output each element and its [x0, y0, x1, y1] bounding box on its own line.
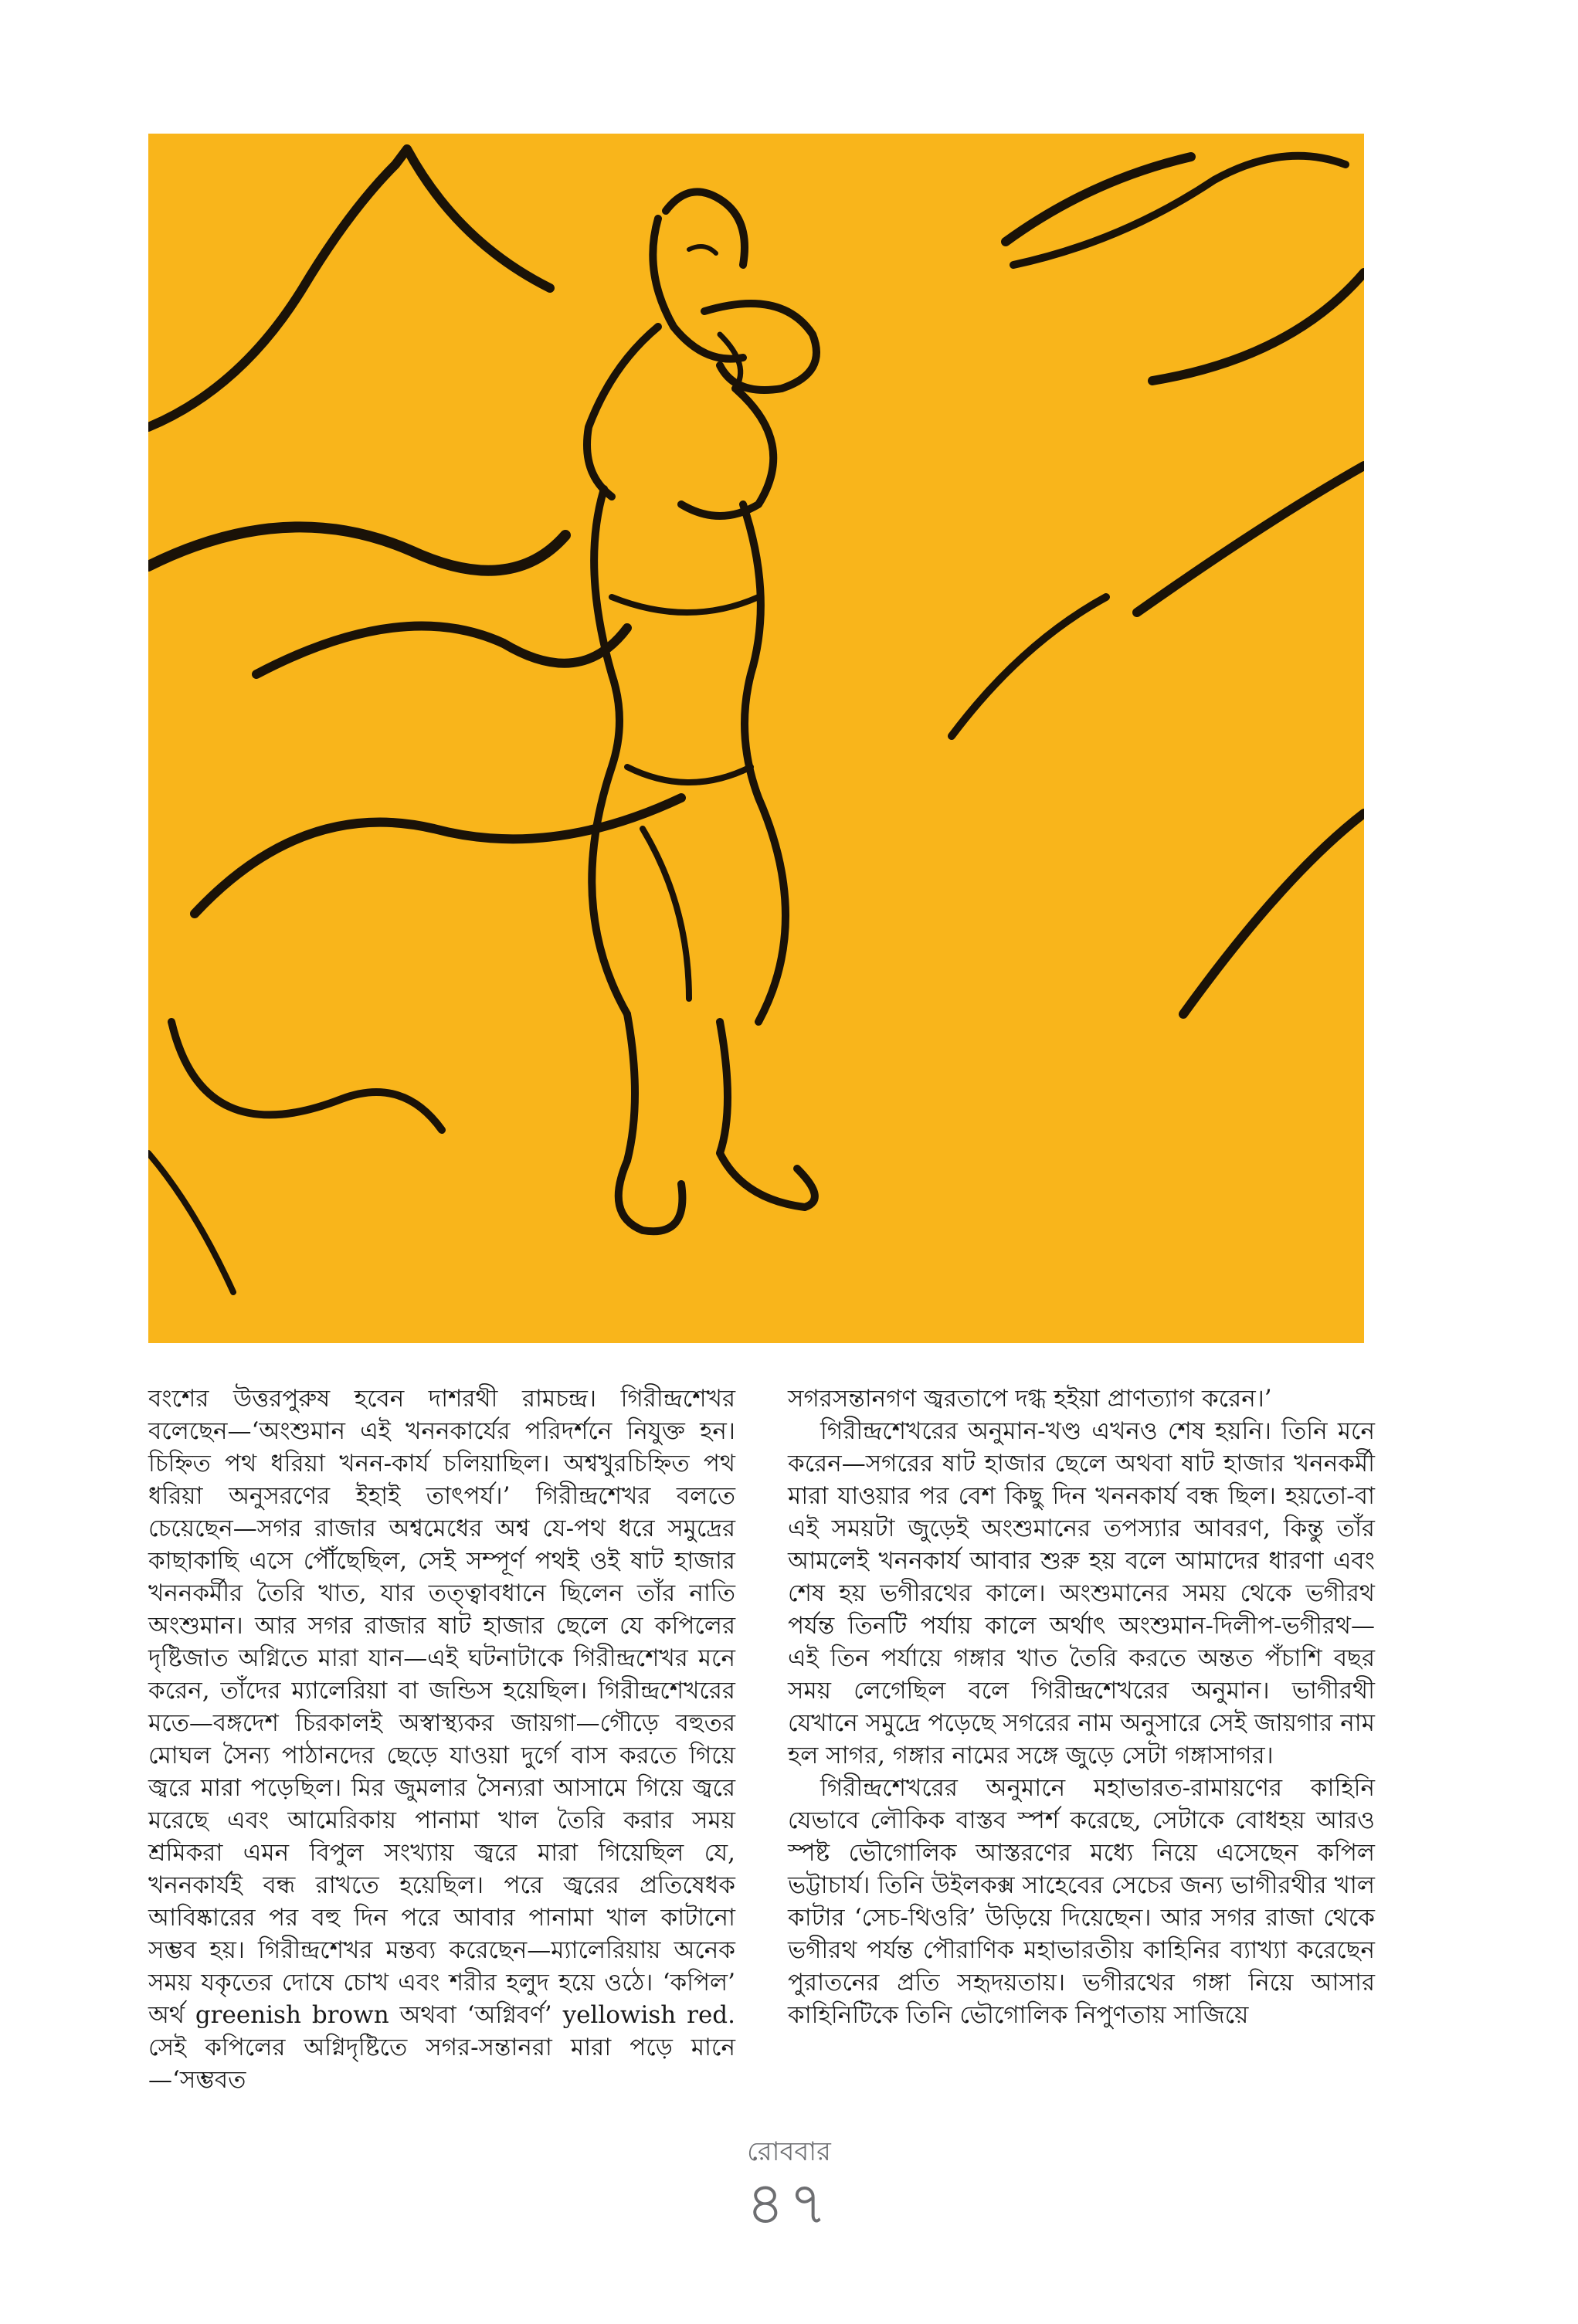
page-number: ৪৭	[746, 2169, 832, 2237]
article-column-right	[788, 1383, 1375, 2031]
illustration-background	[148, 134, 1364, 1343]
article-paragraph: গিরীন্দ্রশেখরের অনুমানে মহাভারত-রামায়ণের কাহিনি যেভাবে লৌকিক বাস্তব স্পর্শ করেছে, সেটাকে বোধহয় আরও স্পষ্ট ভৌগোলিক আস্তরণের মধ্যে নিয়ে এসেছেন কপিল ভট্টাচার্য। তিনি উইলকক্স সাহেবের সেচের জন্য ভাগীরথীর খাল কাটার ‘সেচ-থিওরি’ উড়িয়ে দিয়েছেন। আর সগর রাজা থেকে ভগীরথ পর্যন্ত পৌরাণিক মহাভারতীয় কাহিনির ব্যাখ্যা করেছেন পুরাতনের প্রতি সহৃদয়তায়। ভগীরথের গঙ্গা নিয়ে আসার কাহিনিটিকে তিনি ভৌগোলিক নিপুণতায় সাজিয়ে	[788, 1774, 1375, 2029]
article-paragraph: বংশের উত্তরপুরুষ হবেন দাশরথী রামচন্দ্র। গিরীন্দ্রশেখর বলেছেন—‘অংশুমান এই খননকার্যের পরিদর্শনে নিযুক্ত হন। চিহ্নিত পথ ধরিয়া খনন-কার্য চলিয়াছিল। অশ্বখুরচিহ্নিত পথ ধরিয়া অনুসরণের ইহাই তাৎপর্য।’ গিরীন্দ্রশেখর বলতে চেয়েছেন—সগর রাজার অশ্বমেধের অশ্ব যে-পথ ধরে সমুদ্রের কাছাকাছি এসে পৌঁছেছিল, সেই সম্পূর্ণ পথই ওই ষাট হাজার খননকর্মীর তৈরি খাত, যার তত্ত্বাবধানে ছিলেন তাঁর নাতি অংশুমান। আর সগর রাজার ষাট হাজার ছেলে যে কপিলের দৃষ্টিজাত অগ্নিতে মারা যান—এই ঘটনাটাকে গিরীন্দ্রশেখর মনে করেন, তাঁদের ম্যালেরিয়া বা জন্ডিস হয়েছিল। গিরীন্দ্রশেখরের মতে—বঙ্গদেশ চিরকালই অস্বাস্থ্যকর জায়গা—গৌড়ে বহুতর মোঘল সৈন্য পাঠানদের ছেড়ে যাওয়া দুর্গে বাস করতে গিয়ে জ্বরে মারা পড়েছিল। মির জুমলার সৈন্যরা আসামে গিয়ে জ্বরে মরেছে এবং আমেরিকায় পানামা খাল তৈরি করার সময় শ্রমিকরা এমন বিপুল সংখ্যায় জ্বরে মারা গিয়েছিল যে, খননকার্যই বন্ধ রাখতে হয়েছিল। পরে জ্বরের প্রতিষেধক আবিষ্কারের পর বহু দিন পরে আবার পানামা খাল কাটানো সম্ভব হয়। গিরীন্দ্রশেখর মন্তব্য করেছেন—ম্যালেরিয়ায় অনেক সময় যকৃতের দোষে চোখ এবং শরীর হলুদ হয়ে ওঠে। ‘কপিল’ অর্থ greenish brown অথবা ‘অগ্নিবর্ণ’ yellowish red. সেই কপিলের অগ্নিদৃষ্টিতে সগর-সন্তানরা মারা পড়ে মানে—‘সম্ভবত	[148, 1385, 735, 2094]
illustration	[148, 134, 1364, 1343]
article-paragraph: সগরসন্তানগণ জ্বরতাপে দগ্ধ হইয়া প্রাণত্যাগ করেন।’	[788, 1385, 1272, 1413]
magazine-name: রোববার	[747, 2136, 831, 2167]
sage-illustration-svg	[148, 134, 1364, 1343]
article-column-left	[148, 1383, 735, 2096]
article-paragraph: গিরীন্দ্রশেখরের অনুমান-খণ্ড এখনও শেষ হয়নি। তিনি মনে করেন—সগরের ষাট হাজার ছেলে অথবা ষাট হাজার খননকর্মী মারা যাওয়ার পর বেশ কিছু দিন খননকার্য বন্ধ ছিল। হয়তো-বা এই সময়টা জুড়েই অংশুমানের তপস্যার আবরণ, কিন্তু তাঁর আমলেই খননকার্য আবার শুরু হয় বলে আমাদের ধারণা এবং শেষ হয় ভগীরথের কালে। অংশুমানের সময় থেকে ভগীরথ পর্যন্ত তিনটি পর্যায় কালে অর্থাৎ অংশুমান-দিলীপ-ভগীরথ—এই তিন পর্যায়ে গঙ্গার খাত তৈরি করতে অন্তত পঁচাশি বছর সময় লেগেছিল বলে গিরীন্দ্রশেখরের অনুমান। ভাগীরথী যেখানে সমুদ্রে পড়েছে সগরের নাম অনুসারে সেই জায়গার নাম হল সাগর, গঙ্গার নামের সঙ্গে জুড়ে সেটা গঙ্গাসাগর।	[788, 1417, 1375, 1769]
